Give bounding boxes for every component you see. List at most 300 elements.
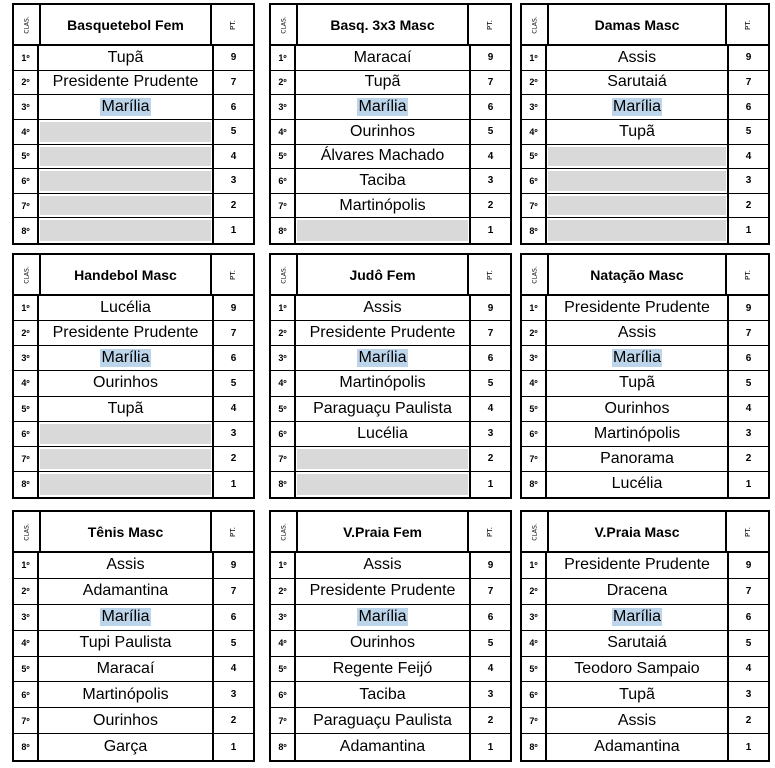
table-row xyxy=(522,321,768,346)
table-title: V.Praia Fem xyxy=(343,523,422,540)
team-cell: Álvares Machado xyxy=(320,147,445,165)
points-cell: 3 xyxy=(212,169,253,193)
clas-header-cell xyxy=(271,5,298,44)
team-cell: Ourinhos xyxy=(93,374,158,392)
team-cell: Martinópolis xyxy=(82,685,169,703)
position-cell: 4º xyxy=(14,631,39,656)
points-cell: 9 xyxy=(727,553,768,578)
table-row xyxy=(14,194,253,219)
points-cell: 7 xyxy=(212,579,253,604)
team-cell xyxy=(40,147,211,167)
clas-header-label: CLAS. xyxy=(23,522,30,541)
table-row xyxy=(14,397,253,422)
position-cell: 1º xyxy=(522,46,547,70)
team-cell: Lucélia xyxy=(100,299,151,317)
position-cell: 4º xyxy=(271,120,296,144)
points-cell: 7 xyxy=(469,579,510,604)
position-cell: 7º xyxy=(522,708,547,733)
team-cell: Taciba xyxy=(359,685,406,703)
pts-header-label: PT. xyxy=(228,269,237,280)
table-header xyxy=(14,5,253,46)
position-cell: 2º xyxy=(14,71,39,95)
table-row xyxy=(522,71,768,96)
position-cell: 2º xyxy=(522,71,547,95)
standings-table xyxy=(12,253,255,499)
pts-header-cell xyxy=(467,255,510,294)
points-cell: 1 xyxy=(727,218,768,243)
table-row xyxy=(14,422,253,447)
team-cell: Adamantina xyxy=(339,738,426,756)
position-cell: 6º xyxy=(522,169,547,193)
team-cell xyxy=(40,220,211,241)
team-cell: Tupã xyxy=(619,374,655,392)
clas-header-label: CLAS. xyxy=(531,522,538,541)
table-row xyxy=(522,708,768,734)
table-header xyxy=(14,512,253,553)
team-cell: Maracaí xyxy=(96,659,155,677)
table-row xyxy=(271,95,510,120)
highlighted-team-name: Marília xyxy=(101,349,150,367)
table-row xyxy=(14,321,253,346)
table-row xyxy=(522,46,768,71)
table-row xyxy=(522,296,768,321)
team-cell xyxy=(547,95,727,119)
points-cell: 9 xyxy=(727,296,768,320)
table-row xyxy=(14,71,253,96)
position-cell: 6º xyxy=(522,422,547,446)
team-cell: Assis xyxy=(617,711,657,729)
pts-header-label: PT. xyxy=(228,19,237,30)
position-cell: 3º xyxy=(522,95,547,119)
position-cell: 8º xyxy=(271,218,296,243)
table-header xyxy=(14,255,253,296)
pts-header-label: PT. xyxy=(485,19,494,30)
table-row xyxy=(14,296,253,321)
clas-header-label: CLAS. xyxy=(280,265,287,284)
position-cell: 1º xyxy=(522,296,547,320)
table-row xyxy=(271,682,510,708)
pts-header-cell xyxy=(467,5,510,44)
points-cell: 9 xyxy=(469,553,510,578)
clas-header-cell xyxy=(271,512,298,551)
table-row xyxy=(14,553,253,579)
position-cell: 4º xyxy=(522,631,547,656)
highlighted-team-name: Marília xyxy=(101,608,150,626)
points-cell: 7 xyxy=(212,321,253,345)
team-cell xyxy=(547,605,727,630)
team-cell xyxy=(40,122,211,142)
highlighted-team-name: Marília xyxy=(612,349,661,367)
points-cell: 5 xyxy=(469,120,510,144)
clas-header-cell xyxy=(522,512,549,551)
position-cell: 3º xyxy=(14,605,39,630)
team-cell: Assis xyxy=(106,556,145,574)
position-cell: 1º xyxy=(14,46,39,70)
position-cell: 4º xyxy=(522,120,547,144)
team-cell: Ourinhos xyxy=(93,711,158,729)
table-row xyxy=(14,447,253,472)
team-cell: Tupi Paulista xyxy=(79,634,172,652)
points-cell: 2 xyxy=(469,194,510,218)
points-cell: 2 xyxy=(727,194,768,218)
table-row xyxy=(14,472,253,497)
clas-header-label: CLAS. xyxy=(23,15,30,34)
position-cell: 6º xyxy=(522,682,547,707)
clas-header-cell xyxy=(522,255,549,294)
team-cell xyxy=(39,346,212,370)
points-cell: 5 xyxy=(727,631,768,656)
position-cell: 3º xyxy=(14,95,39,119)
position-cell: 5º xyxy=(14,397,39,421)
position-cell: 6º xyxy=(14,422,39,446)
standings-table xyxy=(269,253,512,499)
points-cell: 5 xyxy=(469,631,510,656)
table-title: Natação Masc xyxy=(590,266,684,283)
pts-header-cell xyxy=(210,5,253,44)
points-cell: 4 xyxy=(469,657,510,682)
standings-table xyxy=(12,3,255,245)
position-cell: 4º xyxy=(522,371,547,395)
points-cell: 3 xyxy=(212,682,253,707)
team-cell: Presidente Prudente xyxy=(309,324,456,342)
table-row xyxy=(14,218,253,243)
table-row xyxy=(522,120,768,145)
team-cell xyxy=(40,474,211,495)
table-row xyxy=(14,145,253,170)
team-cell: Martinópolis xyxy=(593,424,681,442)
points-cell: 4 xyxy=(212,657,253,682)
table-row xyxy=(522,346,768,371)
table-header xyxy=(522,512,768,553)
team-cell: Lucélia xyxy=(611,475,663,493)
table-row xyxy=(14,371,253,396)
team-cell: Assis xyxy=(617,324,657,342)
table-row xyxy=(271,145,510,170)
highlighted-team-name: Marília xyxy=(358,98,407,116)
points-cell: 1 xyxy=(469,734,510,760)
table-row xyxy=(271,169,510,194)
points-cell: 4 xyxy=(469,397,510,421)
table-row xyxy=(271,657,510,683)
position-cell: 5º xyxy=(271,397,296,421)
points-cell: 2 xyxy=(727,708,768,733)
points-cell: 1 xyxy=(727,734,768,760)
table-row xyxy=(14,95,253,120)
table-row xyxy=(522,631,768,657)
standings-table xyxy=(520,253,770,499)
points-cell: 3 xyxy=(212,422,253,446)
position-cell: 4º xyxy=(271,631,296,656)
table-row xyxy=(522,371,768,396)
position-cell: 8º xyxy=(14,218,39,243)
points-cell: 4 xyxy=(212,397,253,421)
points-cell: 1 xyxy=(727,472,768,497)
points-cell: 3 xyxy=(727,682,768,707)
points-cell: 2 xyxy=(212,708,253,733)
position-cell: 2º xyxy=(271,579,296,604)
position-cell: 5º xyxy=(522,657,547,682)
position-cell: 1º xyxy=(271,296,296,320)
points-cell: 7 xyxy=(727,71,768,95)
table-row xyxy=(271,579,510,605)
table-row xyxy=(14,734,253,760)
standings-table xyxy=(269,510,512,762)
team-cell: Tupã xyxy=(619,685,655,703)
position-cell: 6º xyxy=(14,682,39,707)
table-row xyxy=(271,296,510,321)
position-cell: 8º xyxy=(14,734,39,760)
position-cell: 8º xyxy=(271,734,296,760)
table-row xyxy=(271,447,510,472)
table-row xyxy=(271,71,510,96)
points-cell: 9 xyxy=(727,46,768,70)
table-title: Basq. 3x3 Masc xyxy=(330,16,435,33)
position-cell: 3º xyxy=(522,346,547,370)
points-cell: 6 xyxy=(469,346,510,370)
team-cell: Teodoro Sampaio xyxy=(574,659,700,677)
table-row xyxy=(522,605,768,631)
team-cell: Lucélia xyxy=(357,424,408,442)
position-cell: 7º xyxy=(271,447,296,471)
team-cell: Tupã xyxy=(619,122,655,140)
team-cell: Assis xyxy=(363,299,402,317)
pts-header-label: PT. xyxy=(743,19,752,30)
position-cell: 8º xyxy=(271,472,296,497)
highlighted-team-name: Marília xyxy=(358,349,407,367)
clas-header-label: CLAS. xyxy=(23,265,30,284)
points-cell: 4 xyxy=(727,657,768,682)
position-cell: 3º xyxy=(271,95,296,119)
table-header xyxy=(522,5,768,46)
position-cell: 1º xyxy=(14,296,39,320)
table-row xyxy=(14,120,253,145)
team-cell: Paraguaçu Paulista xyxy=(313,399,452,417)
points-cell: 5 xyxy=(727,120,768,144)
position-cell: 4º xyxy=(271,371,296,395)
position-cell: 4º xyxy=(14,120,39,144)
points-cell: 6 xyxy=(727,95,768,119)
table-row xyxy=(522,422,768,447)
team-cell: Tupã xyxy=(107,48,144,66)
position-cell: 6º xyxy=(271,169,296,193)
team-cell: Martinópolis xyxy=(339,196,426,214)
team-cell xyxy=(297,220,468,241)
team-cell: Presidente Prudente xyxy=(52,73,199,91)
table-row xyxy=(271,472,510,497)
table-row xyxy=(522,218,768,243)
pts-header-cell xyxy=(725,512,768,551)
pts-header-cell xyxy=(210,255,253,294)
position-cell: 8º xyxy=(522,218,547,243)
table-row xyxy=(14,169,253,194)
points-cell: 2 xyxy=(469,708,510,733)
position-cell: 5º xyxy=(522,397,547,421)
position-cell: 5º xyxy=(271,145,296,169)
team-cell xyxy=(296,346,469,370)
table-row xyxy=(522,657,768,683)
table-row xyxy=(271,605,510,631)
team-cell xyxy=(296,95,469,119)
points-cell: 3 xyxy=(469,422,510,446)
points-cell: 5 xyxy=(212,631,253,656)
table-row xyxy=(522,734,768,760)
points-cell: 5 xyxy=(469,371,510,395)
team-cell: Presidente Prudente xyxy=(564,299,710,317)
table-row xyxy=(522,579,768,605)
team-cell: Maracaí xyxy=(353,48,412,66)
points-cell: 5 xyxy=(212,371,253,395)
table-row xyxy=(271,371,510,396)
position-cell: 8º xyxy=(522,472,547,497)
position-cell: 1º xyxy=(271,553,296,578)
points-cell: 7 xyxy=(727,321,768,345)
position-cell: 7º xyxy=(522,194,547,218)
team-cell: Sarutaiá xyxy=(607,634,667,652)
table-row xyxy=(271,631,510,657)
points-cell: 2 xyxy=(469,447,510,471)
team-cell: Ourinhos xyxy=(350,634,415,652)
clas-header-label: CLAS. xyxy=(531,15,538,34)
points-cell: 9 xyxy=(212,296,253,320)
table-row xyxy=(522,95,768,120)
position-cell: 6º xyxy=(14,169,39,193)
points-cell: 4 xyxy=(727,397,768,421)
table-row xyxy=(14,605,253,631)
table-row xyxy=(271,321,510,346)
table-row xyxy=(14,682,253,708)
points-cell: 1 xyxy=(469,472,510,497)
team-cell xyxy=(296,605,469,630)
team-cell xyxy=(297,449,468,469)
position-cell: 7º xyxy=(14,194,39,218)
position-cell: 2º xyxy=(522,579,547,604)
position-cell: 8º xyxy=(14,472,39,497)
standings-table xyxy=(520,510,770,762)
points-cell: 9 xyxy=(469,296,510,320)
position-cell: 1º xyxy=(522,553,547,578)
team-cell xyxy=(40,171,211,191)
table-row xyxy=(271,46,510,71)
table-title: Handebol Masc xyxy=(74,266,177,283)
highlighted-team-name: Marília xyxy=(612,98,661,116)
table-row xyxy=(271,734,510,760)
position-cell: 7º xyxy=(14,447,39,471)
table-row xyxy=(522,169,768,194)
position-cell: 5º xyxy=(14,657,39,682)
highlighted-team-name: Marília xyxy=(358,608,407,626)
position-cell: 7º xyxy=(522,447,547,471)
team-cell xyxy=(547,346,727,370)
team-cell: Assis xyxy=(363,556,402,574)
points-cell: 6 xyxy=(727,346,768,370)
points-cell: 9 xyxy=(212,553,253,578)
points-cell: 4 xyxy=(212,145,253,169)
team-cell: Tupã xyxy=(364,73,401,91)
team-cell: Dracena xyxy=(606,582,668,600)
points-cell: 1 xyxy=(469,218,510,243)
team-cell: Sarutaiá xyxy=(607,73,667,91)
points-cell: 5 xyxy=(727,371,768,395)
team-cell xyxy=(548,171,726,191)
team-cell: Assis xyxy=(617,48,657,66)
team-cell: Adamantina xyxy=(594,738,680,756)
team-cell: Paraguaçu Paulista xyxy=(313,711,452,729)
pts-header-label: PT. xyxy=(743,526,752,537)
table-row xyxy=(522,145,768,170)
position-cell: 6º xyxy=(271,682,296,707)
team-cell: Presidente Prudente xyxy=(52,324,199,342)
table-row xyxy=(271,708,510,734)
points-cell: 4 xyxy=(469,145,510,169)
team-cell: Tupã xyxy=(107,399,144,417)
points-cell: 2 xyxy=(727,447,768,471)
position-cell: 2º xyxy=(522,321,547,345)
table-row xyxy=(271,397,510,422)
highlighted-team-name: Marília xyxy=(101,98,150,116)
points-cell: 4 xyxy=(727,145,768,169)
points-cell: 5 xyxy=(212,120,253,144)
clas-header-cell xyxy=(14,255,41,294)
position-cell: 3º xyxy=(14,346,39,370)
position-cell: 5º xyxy=(271,657,296,682)
pts-header-label: PT. xyxy=(228,526,237,537)
points-cell: 3 xyxy=(469,682,510,707)
clas-header-cell xyxy=(522,5,549,44)
position-cell: 4º xyxy=(14,371,39,395)
points-cell: 3 xyxy=(727,169,768,193)
table-row xyxy=(14,657,253,683)
points-cell: 3 xyxy=(469,169,510,193)
table-header xyxy=(271,5,510,46)
points-cell: 6 xyxy=(212,605,253,630)
table-header xyxy=(271,255,510,296)
points-cell: 2 xyxy=(212,447,253,471)
pts-header-cell xyxy=(725,5,768,44)
position-cell: 1º xyxy=(14,553,39,578)
table-title: Basquetebol Fem xyxy=(67,16,184,33)
team-cell xyxy=(40,449,211,469)
team-cell xyxy=(548,147,726,167)
table-row xyxy=(14,346,253,371)
position-cell: 7º xyxy=(271,194,296,218)
points-cell: 6 xyxy=(727,605,768,630)
table-row xyxy=(14,631,253,657)
points-cell: 1 xyxy=(212,218,253,243)
highlighted-team-name: Marília xyxy=(612,608,661,626)
standings-table xyxy=(269,3,512,245)
team-cell: Presidente Prudente xyxy=(309,582,456,600)
team-cell xyxy=(548,196,726,216)
points-cell: 6 xyxy=(212,346,253,370)
table-row xyxy=(271,553,510,579)
table-row xyxy=(271,346,510,371)
team-cell xyxy=(39,605,212,630)
points-cell: 6 xyxy=(469,605,510,630)
pts-header-label: PT. xyxy=(485,269,494,280)
position-cell: 5º xyxy=(14,145,39,169)
table-row xyxy=(271,194,510,219)
table-row xyxy=(522,397,768,422)
table-row xyxy=(522,447,768,472)
clas-header-label: CLAS. xyxy=(280,522,287,541)
team-cell: Ourinhos xyxy=(350,122,415,140)
pts-header-cell xyxy=(467,512,510,551)
points-cell: 7 xyxy=(727,579,768,604)
team-cell: Panorama xyxy=(600,449,674,467)
position-cell: 5º xyxy=(522,145,547,169)
table-row xyxy=(271,218,510,243)
table-row xyxy=(271,422,510,447)
